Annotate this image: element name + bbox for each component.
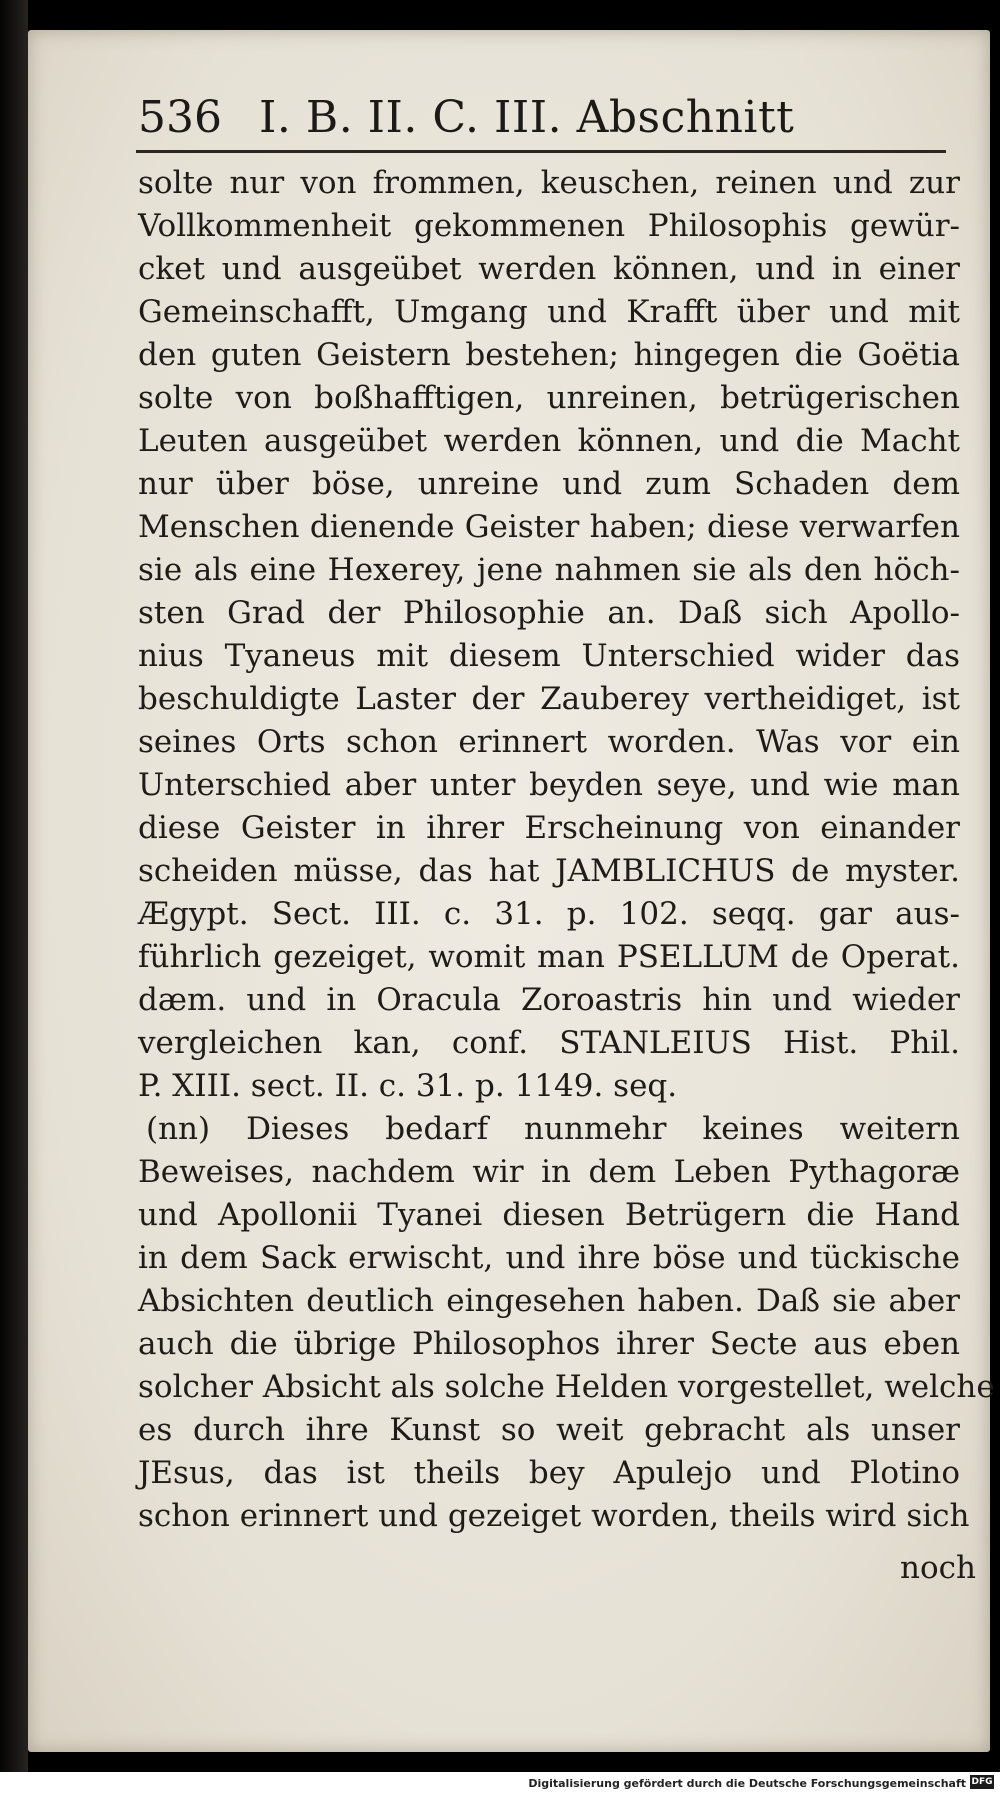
running-header	[104, 92, 954, 152]
text-line: JEsus, das ist theils bey Apulejo und Plotino	[138, 1455, 960, 1491]
text-line: nius Tyaneus mit diesem Unterschied wider das	[138, 638, 960, 674]
digitization-credit: Digitalisierung gefördert durch die Deutsche Forschungsgemeinschaft	[528, 1777, 966, 1790]
page-number: 536	[138, 92, 222, 143]
running-title: I. B. II. C. III. Abschnitt	[259, 92, 795, 143]
text-line: in dem Sack erwischt, und ihre böse und tückische	[138, 1240, 960, 1276]
text-line: Gemeinschafft, Umgang und Krafft über und mit	[138, 294, 960, 330]
text-line: seines Orts schon erinnert worden. Was vor ein	[138, 724, 960, 760]
text-line: vergleichen kan, conf. STANLEIUS Hist. Phil.	[138, 1025, 960, 1061]
text-line: diese Geister in ihrer Erscheinung von einander	[138, 810, 960, 846]
text-line: Ægypt. Sect. III. c. 31. p. 102. seqq. gar aus-	[138, 896, 960, 932]
dfg-logo: DFG	[971, 1777, 993, 1787]
scan-edge-shadow	[0, 0, 28, 1795]
text-line: führlich gezeiget, womit man PSELLUM de Operat.	[138, 939, 960, 975]
header-rule	[136, 150, 946, 153]
text-line: auch die übrige Philosophos ihrer Secte aus eben	[138, 1326, 960, 1362]
text-line: es durch ihre Kunst so weit gebracht als unser	[138, 1412, 960, 1448]
text-line: Vollkommenheit gekommenen Philosophis gewür-	[138, 208, 960, 244]
text-line: scheiden müsse, das hat JAMBLICHUS de myster.	[138, 853, 960, 889]
text-line: Absichten deutlich eingesehen haben. Daß sie aber	[138, 1283, 960, 1319]
text-line: nur über böse, unreine und zum Schaden dem	[138, 466, 960, 502]
text-line: dæm. und in Oracula Zoroastris hin und wieder	[138, 982, 960, 1018]
text-line: und Apollonii Tyanei diesen Betrügern die Hand	[138, 1197, 960, 1233]
text-line: beschuldigte Laster der Zauberey vertheidiget, ist	[138, 681, 960, 717]
text-line: solcher Absicht als solche Helden vorgestellet, welche	[138, 1369, 995, 1405]
text-line: schon erinnert und gezeiget worden, theils wird sich	[138, 1498, 970, 1534]
text-line: (nn) Dieses bedarf nunmehr keines weitern	[146, 1111, 960, 1147]
text-line: den guten Geistern bestehen; hingegen die Goëtia	[138, 337, 960, 373]
text-line: cket und ausgeübet werden können, und in einer	[138, 251, 960, 287]
body-text	[138, 162, 995, 1538]
text-line: Menschen dienende Geister haben; diese verwarfen	[138, 509, 960, 545]
text-line: Unterschied aber unter beyden seye, und wie man	[138, 767, 960, 803]
text-line: sie als eine Hexerey, jene nahmen sie als den höch-	[138, 552, 960, 588]
catchword: noch	[900, 1550, 976, 1586]
text-line: solte nur von frommen, keuschen, reinen und zur	[138, 165, 960, 201]
text-line: P. XIII. sect. II. c. 31. p. 1149. seq.	[138, 1068, 678, 1104]
text-line: Leuten ausgeübet werden können, und die Macht	[138, 423, 960, 459]
text-line: solte von boßhafftigen, unreinen, betrügerischen	[138, 380, 960, 416]
text-line: sten Grad der Philosophie an. Daß sich Apollo-	[138, 595, 960, 631]
text-line: Beweises, nachdem wir in dem Leben Pythagoræ	[138, 1154, 960, 1190]
